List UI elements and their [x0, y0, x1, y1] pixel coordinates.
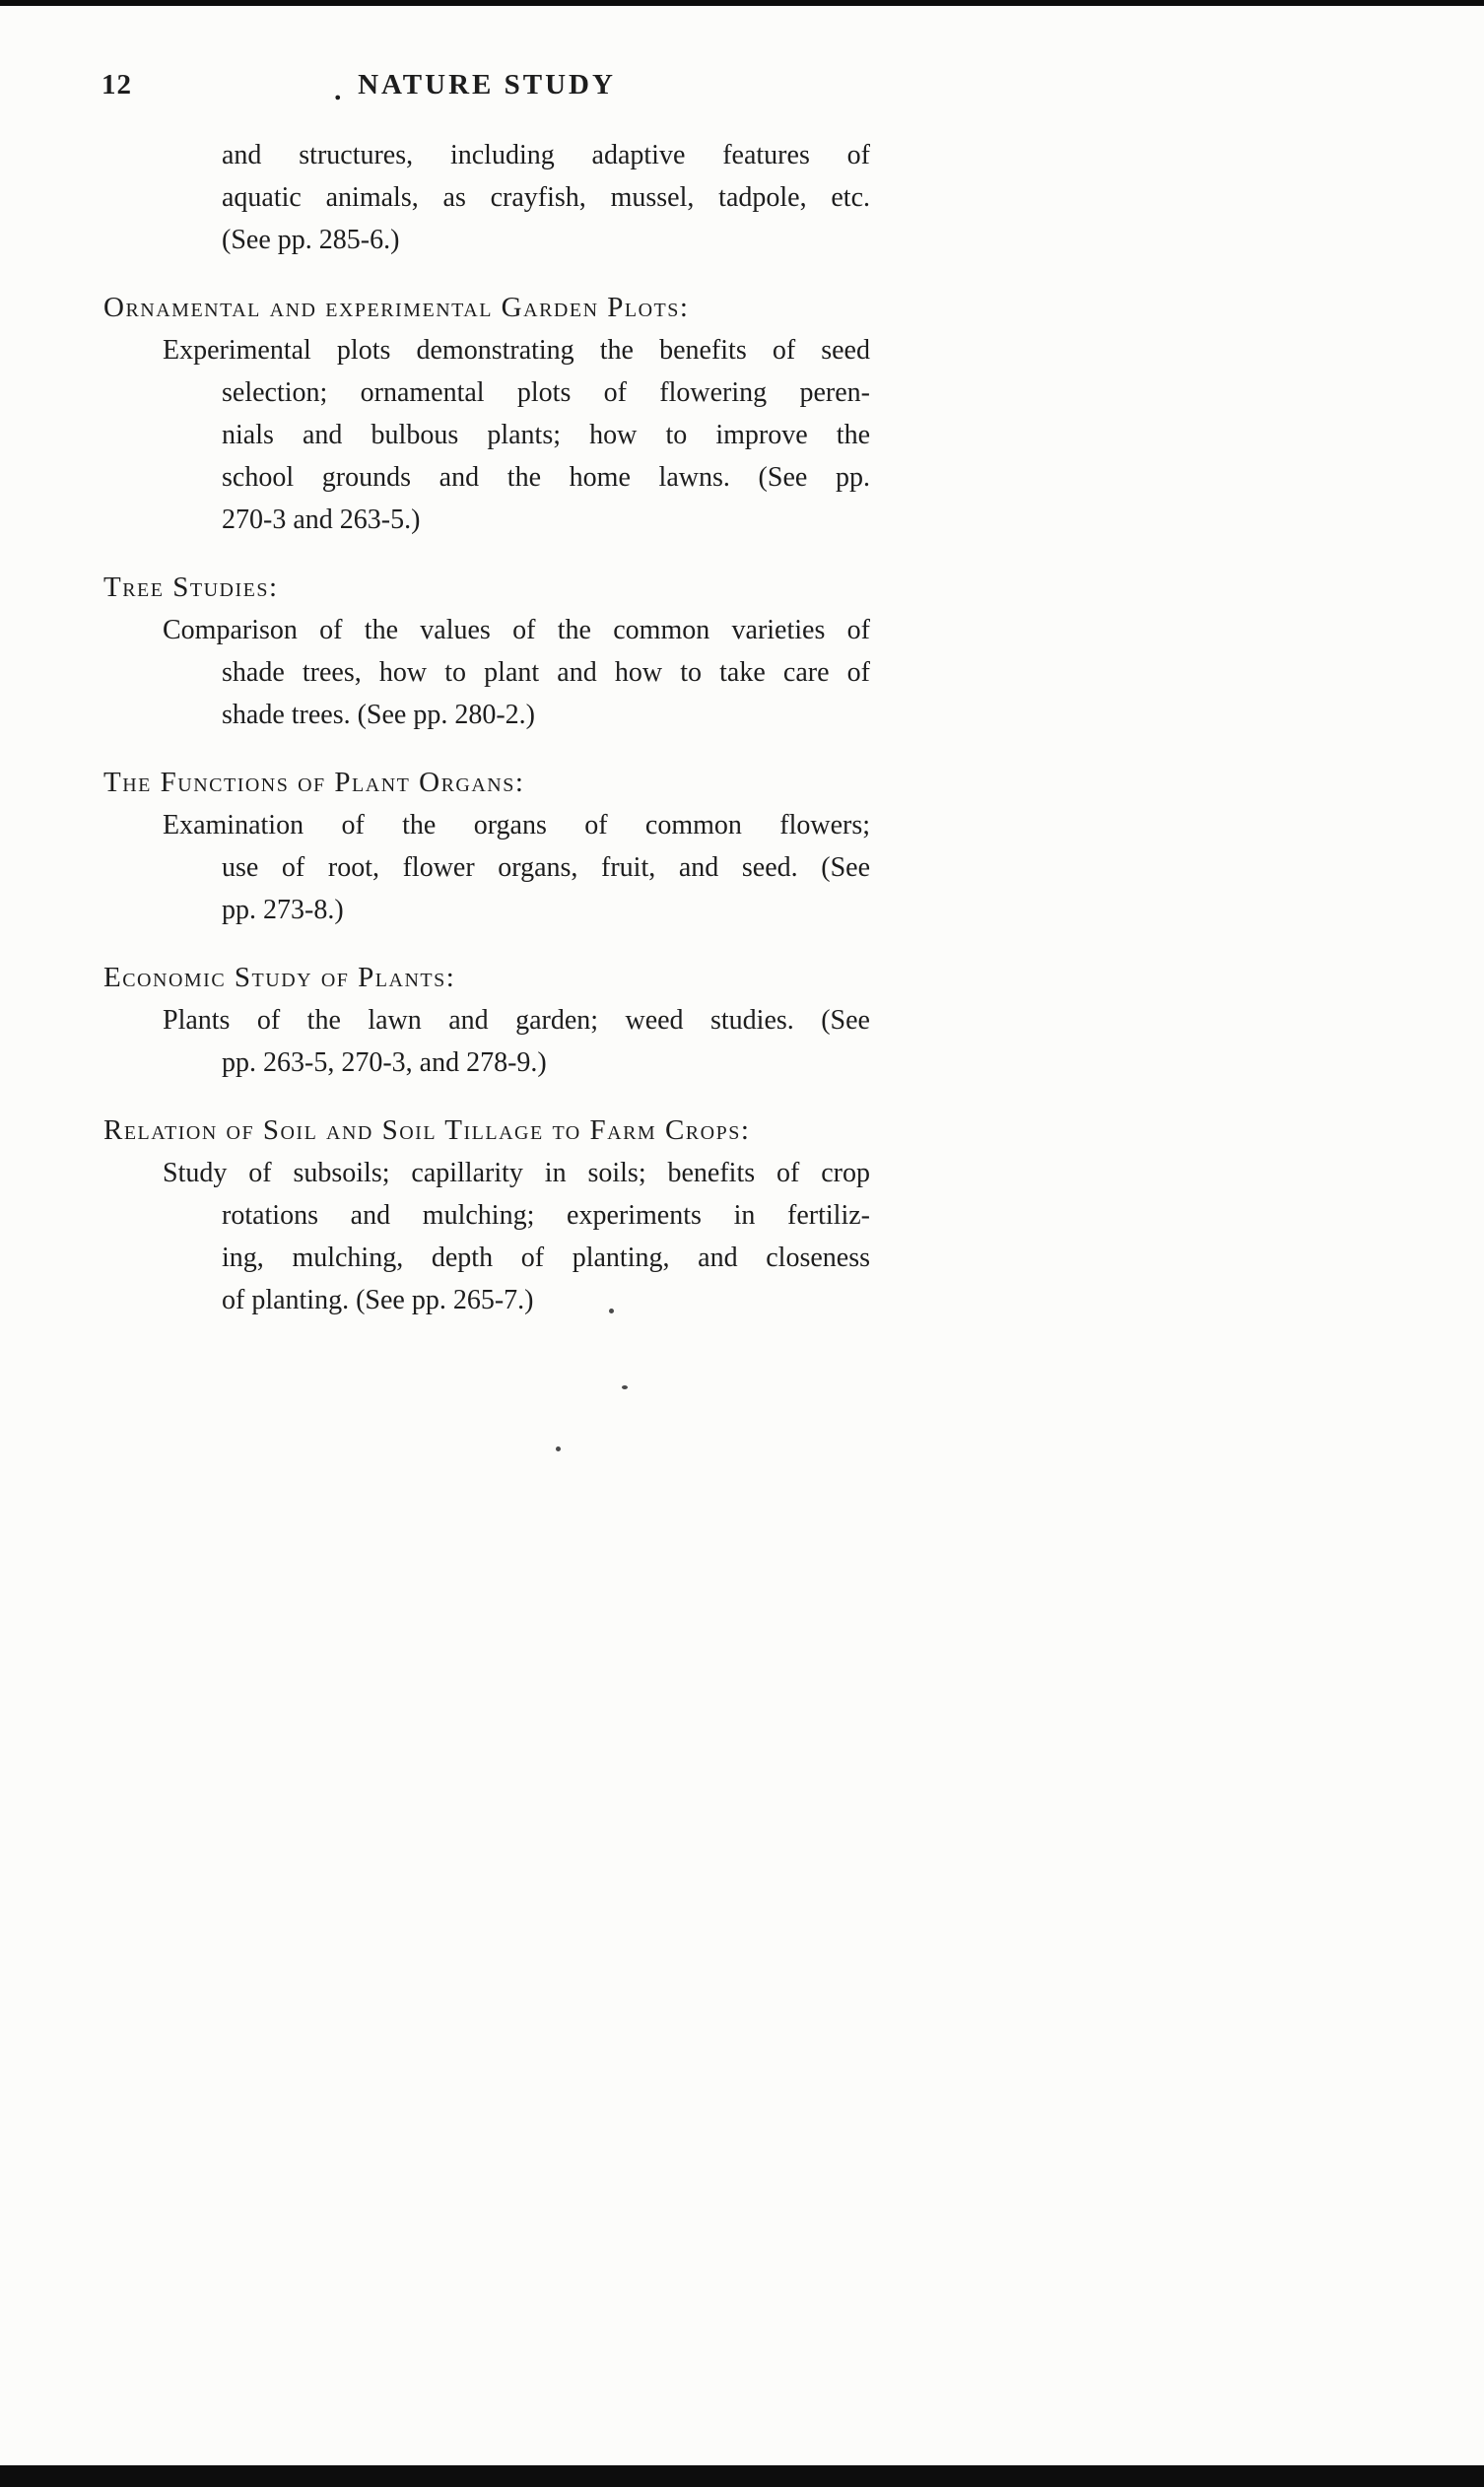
- text-line: Comparison of the values of the common varieties of: [163, 615, 870, 645]
- page-header: [103, 65, 870, 108]
- section-economic-study-of-plants: [103, 957, 870, 1084]
- text-line: shade trees. (See pp. 280-2.): [222, 700, 536, 730]
- section-heading: Relation of Soil and Soil Tillage to Farm Crops:: [103, 1114, 751, 1146]
- section-continued-paragraph: [103, 134, 870, 261]
- text-line: pp. 263-5, 270-3, and 278-9.): [222, 1047, 547, 1078]
- text-line: Experimental plots demonstrating the benefits of seed: [163, 335, 870, 366]
- section-paragraph: [103, 134, 870, 261]
- section-paragraph: [103, 609, 870, 736]
- scan-edge-bottom: [0, 2465, 1484, 2487]
- text-line: aquatic animals, as crayfish, mussel, tadpole, etc.: [222, 182, 870, 213]
- text-line: rotations and mulching; experiments in fertiliz-: [222, 1200, 870, 1231]
- section-soil-tillage-farm-crops: [103, 1109, 870, 1321]
- ink-speck: [609, 1309, 614, 1313]
- section-paragraph: [103, 804, 870, 931]
- ink-speck: [556, 1446, 561, 1451]
- text-line: pp. 273-8.): [222, 895, 344, 925]
- text-line: Study of subsoils; capillarity in soils; benefits of crop: [163, 1158, 870, 1188]
- ink-dot: .: [334, 75, 342, 106]
- section-tree-studies: [103, 567, 870, 736]
- text-line: nials and bulbous plants; how to improve the: [222, 420, 870, 450]
- page-number: 12: [101, 69, 132, 101]
- text-line: Examination of the organs of common flowers;: [163, 810, 870, 840]
- section-paragraph: [103, 1152, 870, 1321]
- section-heading: Tree Studies:: [103, 571, 279, 603]
- page-content: [103, 65, 870, 1321]
- scan-edge-top: [0, 0, 1484, 6]
- section-heading: The Functions of Plant Organs:: [103, 767, 525, 798]
- text-line: ing, mulching, depth of planting, and closeness: [222, 1243, 870, 1273]
- text-line: and structures, including adaptive features of: [222, 140, 870, 170]
- section-functions-of-plant-organs: [103, 762, 870, 931]
- section-paragraph: [103, 999, 870, 1084]
- text-line: selection; ornamental plots of flowering peren-: [222, 377, 870, 408]
- section-ornamental-garden-plots: [103, 287, 870, 541]
- running-title-text: NATURE STUDY: [358, 69, 616, 101]
- section-paragraph: [103, 329, 870, 541]
- text-line: 270-3 and 263-5.): [222, 504, 421, 535]
- text-line: shade trees, how to plant and how to take care of: [222, 657, 870, 688]
- ink-speck: [622, 1385, 628, 1389]
- running-title: [334, 69, 616, 106]
- section-heading: Economic Study of Plants:: [103, 962, 456, 993]
- text-line: use of root, flower organs, fruit, and seed. (See: [222, 852, 870, 883]
- text-line: of planting. (See pp. 265-7.): [222, 1285, 534, 1315]
- text-line: (See pp. 285-6.): [222, 225, 400, 255]
- text-line: school grounds and the home lawns. (See pp.: [222, 462, 870, 493]
- text-line: Plants of the lawn and garden; weed studies. (See: [163, 1005, 870, 1036]
- section-heading: Ornamental and experimental Garden Plots:: [103, 292, 690, 323]
